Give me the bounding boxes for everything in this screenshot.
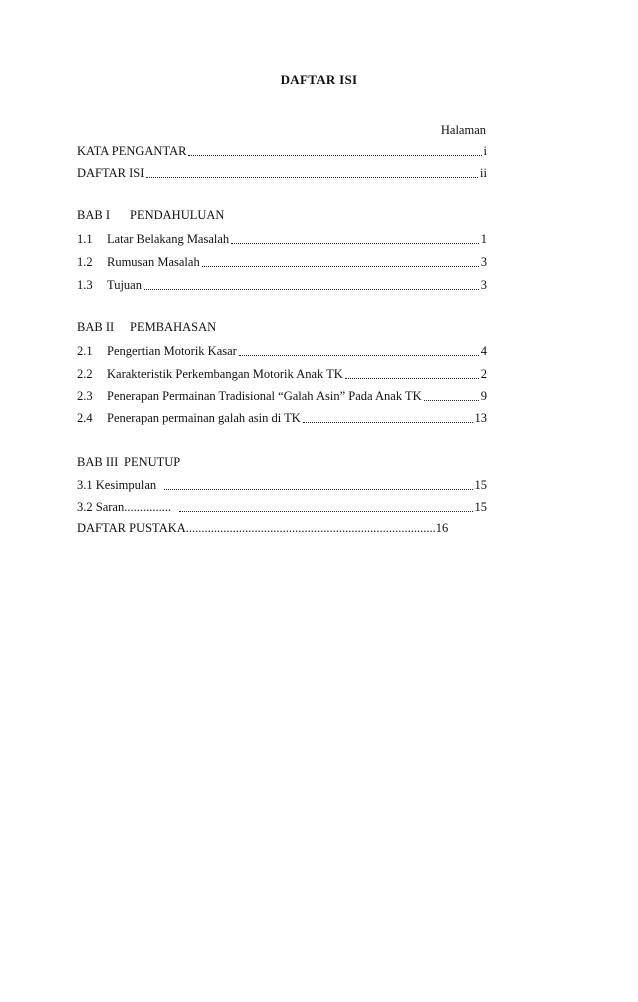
page-column-header: Halaman xyxy=(440,123,486,137)
toc-page: 13 xyxy=(474,411,487,425)
toc-number: 2.3 xyxy=(77,389,93,403)
chapter-heading-bab-3 xyxy=(77,455,180,470)
toc-entry-daftar-pustaka xyxy=(77,520,457,536)
toc-entry xyxy=(77,277,487,293)
dot-leader xyxy=(239,355,479,356)
dot-leader xyxy=(345,378,479,379)
toc-entry xyxy=(77,410,487,426)
toc-label: KATA PENGANTAR xyxy=(77,144,187,158)
toc-entry xyxy=(77,499,487,515)
chapter-heading-bab-1 xyxy=(77,208,224,223)
chapter-number: BAB II xyxy=(77,320,115,334)
toc-entry xyxy=(77,231,487,247)
toc-number: 1.1 xyxy=(77,232,93,246)
toc-label: Penerapan permainan galah asin di TK xyxy=(107,411,301,425)
toc-page: i xyxy=(483,144,487,158)
toc-number: 2.2 xyxy=(77,367,93,381)
dot-leader xyxy=(179,511,472,512)
chapter-title: PENDAHULUAN xyxy=(130,208,225,222)
chapter-heading-bab-2 xyxy=(77,320,216,335)
toc-label: Tujuan xyxy=(107,278,142,292)
toc-label: DAFTAR ISI xyxy=(77,166,145,180)
chapter-number: BAB I xyxy=(77,208,110,222)
toc-entry xyxy=(77,366,487,382)
toc-number: 2.4 xyxy=(77,411,93,425)
dot-leader xyxy=(146,177,478,178)
toc-page: 1 xyxy=(480,232,487,246)
toc-entry xyxy=(77,477,487,493)
toc-label: Latar Belakang Masalah xyxy=(107,232,230,246)
toc-entry xyxy=(77,388,487,404)
toc-number: 1.3 xyxy=(77,278,93,292)
toc-label: Karakteristik Perkembangan Motorik Anak TK xyxy=(107,367,343,381)
toc-entry xyxy=(77,343,487,359)
toc-page: 15 xyxy=(474,500,487,514)
toc-page: 4 xyxy=(480,344,487,358)
chapter-number: BAB III xyxy=(77,455,119,469)
toc-page: 3 xyxy=(480,278,487,292)
dot-leader xyxy=(303,422,473,423)
toc-entry xyxy=(77,254,487,270)
toc-entry-daftar-isi xyxy=(77,165,487,181)
toc-page: ii xyxy=(480,166,487,180)
toc-number: 2.1 xyxy=(77,344,93,358)
toc-label: 3.2 Saran............... xyxy=(77,500,172,514)
toc-label: DAFTAR PUSTAKA................................................................................16 xyxy=(77,521,449,535)
dot-leader xyxy=(188,155,481,156)
toc-number: 1.2 xyxy=(77,255,93,269)
toc-page: 15 xyxy=(474,478,487,492)
document-title: DAFTAR ISI xyxy=(280,72,358,87)
toc-page: 9 xyxy=(480,389,487,403)
toc-page: 2 xyxy=(480,367,487,381)
toc-entry-kata-pengantar xyxy=(77,143,487,159)
dot-leader xyxy=(424,400,479,401)
toc-label: Penerapan Permainan Tradisional “Galah Asin” Pada Anak TK xyxy=(107,389,422,403)
chapter-title: PENUTUP xyxy=(124,455,181,469)
dot-leader xyxy=(144,289,479,290)
toc-page: 3 xyxy=(480,255,487,269)
toc-label: Pengertian Motorik Kasar xyxy=(107,344,237,358)
dot-leader xyxy=(202,266,479,267)
dot-leader xyxy=(231,243,479,244)
toc-label: Rumusan Masalah xyxy=(107,255,200,269)
chapter-title: PEMBAHASAN xyxy=(130,320,217,334)
dot-leader xyxy=(164,489,472,490)
toc-label: 3.1 Kesimpulan xyxy=(77,478,157,492)
